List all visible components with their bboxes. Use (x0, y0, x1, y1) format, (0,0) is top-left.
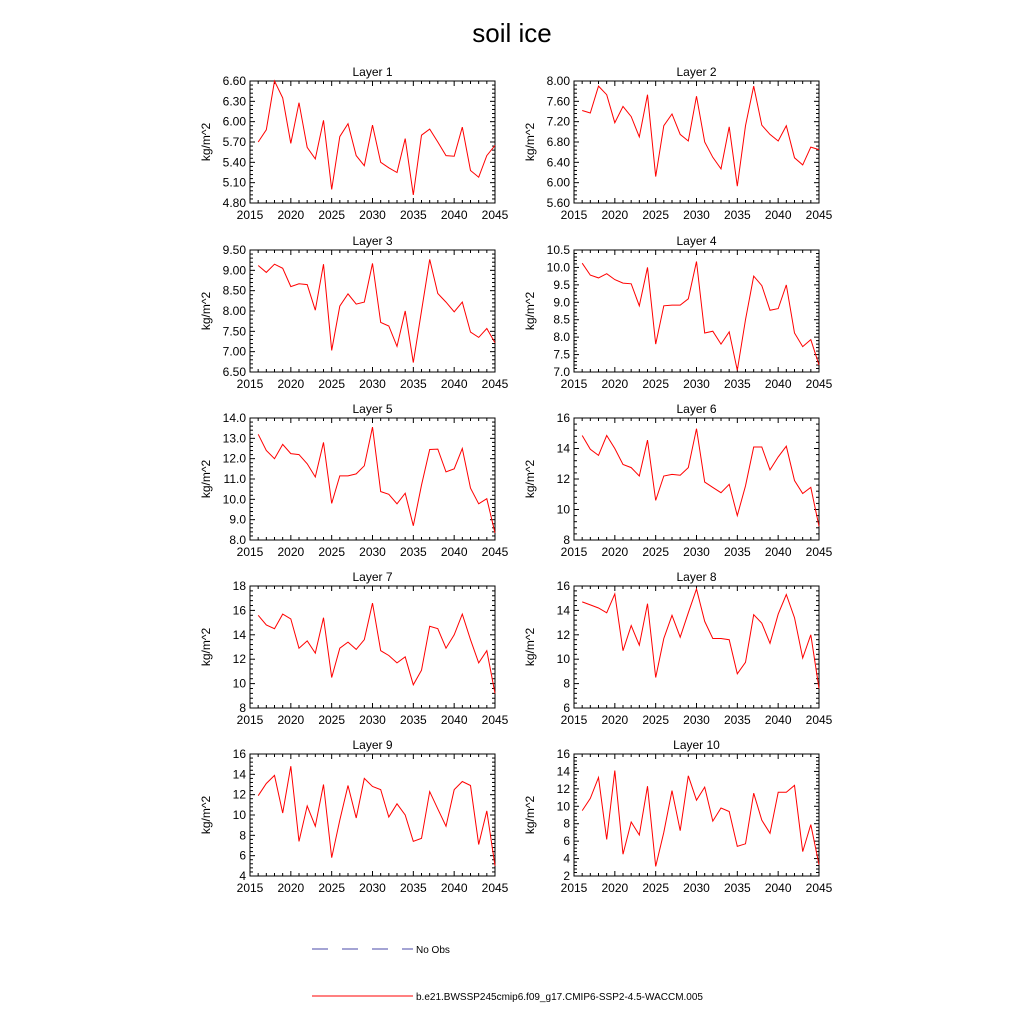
x-tick-label: 2025 (318, 545, 346, 559)
y-axis-label: kg/m^2 (523, 795, 537, 835)
x-tick-label: 2040 (440, 208, 468, 222)
x-tick-label: 2035 (399, 713, 427, 727)
x-tick-label: 2030 (683, 377, 710, 391)
panel-layer-10 (523, 738, 833, 895)
x-tick-label: 2040 (440, 545, 468, 559)
x-tick-label: 2045 (481, 545, 509, 559)
y-tick-label: 9.0 (553, 295, 570, 310)
x-tick-label: 2020 (277, 545, 305, 559)
panel-layer-1 (199, 65, 509, 222)
x-tick-label: 2020 (601, 545, 629, 559)
y-axis-label: kg/m^2 (199, 459, 213, 499)
panel-title: Layer 7 (352, 570, 393, 584)
panels-group (199, 65, 833, 895)
x-tick-label: 2040 (440, 881, 468, 895)
y-tick-label: 8 (563, 533, 570, 547)
y-tick-label: 6.30 (222, 94, 246, 109)
panel-layer-3 (199, 234, 509, 391)
x-tick-label: 2040 (440, 377, 468, 391)
y-axis-label: kg/m^2 (523, 459, 537, 499)
x-tick-label: 2030 (683, 881, 710, 895)
y-tick-label: 7.20 (546, 114, 570, 129)
y-tick-label: 8 (239, 701, 246, 715)
panel-frame (574, 250, 819, 372)
y-tick-label: 7.00 (222, 344, 246, 359)
x-tick-label: 2045 (805, 377, 833, 391)
series-line-layer-1 (258, 81, 495, 195)
x-tick-label: 2030 (683, 713, 710, 727)
y-tick-label: 14.0 (222, 411, 246, 425)
x-tick-label: 2020 (601, 208, 629, 222)
panel-layer-7 (199, 570, 509, 727)
panel-layer-6 (523, 402, 833, 559)
x-tick-label: 2035 (399, 881, 427, 895)
y-tick-label: 2 (563, 869, 570, 883)
y-tick-label: 7.5 (553, 347, 570, 362)
y-tick-label: 6 (563, 834, 570, 849)
y-tick-label: 12 (556, 781, 570, 796)
y-tick-label: 5.70 (222, 135, 246, 149)
series-line-layer-6 (582, 429, 819, 527)
y-tick-label: 16 (556, 579, 570, 593)
x-tick-label: 2040 (764, 377, 792, 391)
series-line-layer-5 (258, 427, 495, 533)
x-tick-label: 2020 (277, 377, 305, 391)
y-tick-label: 10 (556, 799, 570, 814)
y-tick-label: 16 (232, 747, 246, 761)
y-tick-label: 8.0 (553, 330, 570, 345)
y-tick-label: 18 (232, 579, 246, 593)
y-tick-label: 10.0 (546, 260, 570, 275)
x-tick-label: 2025 (318, 377, 346, 391)
y-tick-label: 9.5 (553, 277, 570, 292)
y-tick-label: 13.0 (222, 431, 246, 446)
y-tick-label: 6.50 (222, 365, 246, 379)
panel-title: Layer 2 (676, 65, 717, 79)
x-tick-label: 2035 (723, 208, 751, 222)
panel-layer-5 (199, 402, 509, 559)
y-tick-label: 6.60 (222, 74, 246, 88)
x-tick-label: 2025 (642, 713, 670, 727)
x-tick-label: 2030 (359, 713, 386, 727)
x-tick-label: 2045 (805, 713, 833, 727)
y-tick-label: 8.5 (553, 312, 570, 327)
x-tick-label: 2045 (805, 208, 833, 222)
y-tick-label: 4.80 (222, 196, 246, 210)
y-axis-label: kg/m^2 (199, 122, 213, 162)
y-tick-label: 10 (556, 652, 570, 667)
y-tick-label: 9.00 (222, 263, 246, 278)
x-tick-label: 2015 (560, 713, 588, 727)
x-tick-label: 2025 (318, 208, 346, 222)
y-tick-label: 12 (232, 652, 246, 667)
y-tick-label: 7.50 (222, 324, 246, 339)
x-tick-label: 2030 (359, 881, 386, 895)
y-tick-label: 10 (232, 676, 246, 691)
y-tick-label: 14 (556, 764, 570, 779)
x-tick-label: 2015 (236, 881, 264, 895)
x-tick-label: 2035 (399, 208, 427, 222)
y-tick-label: 14 (556, 441, 570, 456)
y-tick-label: 14 (232, 627, 246, 642)
x-tick-label: 2015 (236, 545, 264, 559)
y-tick-label: 8.50 (222, 283, 246, 298)
y-tick-label: 16 (232, 603, 246, 618)
x-tick-label: 2020 (601, 377, 629, 391)
x-tick-label: 2045 (481, 713, 509, 727)
x-tick-label: 2040 (764, 545, 792, 559)
x-tick-label: 2045 (805, 881, 833, 895)
y-tick-label: 6 (239, 848, 246, 863)
y-tick-label: 16 (556, 747, 570, 761)
x-tick-label: 2045 (481, 881, 509, 895)
y-tick-label: 7.0 (553, 365, 570, 379)
series-line-layer-2 (582, 86, 819, 186)
y-tick-label: 12 (556, 472, 570, 486)
y-tick-label: 12.0 (222, 451, 246, 466)
x-tick-label: 2020 (277, 881, 305, 895)
x-tick-label: 2020 (277, 208, 305, 222)
y-axis-label: kg/m^2 (199, 795, 213, 835)
legend (312, 945, 703, 1003)
y-tick-label: 11.0 (223, 472, 246, 486)
series-line-layer-8 (582, 589, 819, 689)
panel-layer-8 (523, 570, 833, 727)
y-tick-label: 9.0 (229, 512, 246, 527)
y-tick-label: 6.00 (222, 114, 246, 129)
panel-layer-9 (199, 738, 509, 895)
panel-title: Layer 1 (352, 65, 393, 79)
legend-model-label: b.e21.BWSSP245cmip6.f09_g17.CMIP6-SSP2-4.5-WACCM.005 (416, 992, 703, 1003)
x-tick-label: 2040 (764, 881, 792, 895)
y-tick-label: 10 (556, 502, 570, 517)
series-line-layer-10 (582, 771, 819, 867)
y-tick-label: 4 (563, 851, 570, 866)
series-line-layer-4 (582, 262, 819, 371)
y-tick-label: 16 (556, 411, 570, 425)
x-tick-label: 2030 (359, 545, 386, 559)
x-tick-label: 2020 (601, 713, 629, 727)
x-tick-label: 2015 (560, 545, 588, 559)
x-tick-label: 2015 (236, 208, 264, 222)
x-tick-label: 2025 (318, 713, 346, 727)
x-tick-label: 2030 (683, 208, 710, 222)
y-tick-label: 12 (232, 787, 246, 802)
x-tick-label: 2020 (277, 713, 305, 727)
figure-title: soil ice (472, 18, 552, 48)
panel-frame (574, 418, 819, 540)
panel-title: Layer 8 (676, 570, 717, 584)
y-tick-label: 8.00 (222, 304, 246, 318)
x-tick-label: 2015 (236, 713, 264, 727)
x-tick-label: 2025 (642, 377, 670, 391)
legend-obs-label: No Obs (416, 945, 450, 956)
y-axis-label: kg/m^2 (199, 627, 213, 667)
x-tick-label: 2030 (359, 208, 386, 222)
x-tick-label: 2020 (601, 881, 629, 895)
panel-title: Layer 10 (673, 738, 720, 752)
y-axis-label: kg/m^2 (523, 291, 537, 331)
x-tick-label: 2040 (764, 713, 792, 727)
panel-layer-2 (523, 65, 833, 222)
y-tick-label: 14 (232, 767, 246, 782)
y-tick-label: 5.10 (222, 175, 246, 190)
x-tick-label: 2040 (764, 208, 792, 222)
panel-frame (574, 81, 819, 203)
x-tick-label: 2045 (481, 208, 509, 222)
y-tick-label: 8 (563, 816, 570, 831)
series-line-layer-7 (258, 603, 495, 693)
x-tick-label: 2035 (399, 545, 427, 559)
y-tick-label: 6.80 (546, 135, 570, 149)
series-line-layer-3 (258, 259, 495, 362)
y-tick-label: 6.00 (546, 175, 570, 190)
x-tick-label: 2025 (642, 881, 670, 895)
x-tick-label: 2030 (359, 377, 386, 391)
y-tick-label: 5.40 (222, 155, 246, 170)
y-tick-label: 10.5 (546, 243, 570, 257)
series-line-layer-9 (258, 766, 495, 866)
x-tick-label: 2025 (318, 881, 346, 895)
x-tick-label: 2040 (440, 713, 468, 727)
y-tick-label: 12 (556, 627, 570, 642)
panel-frame (574, 754, 819, 876)
y-tick-label: 10 (232, 808, 246, 822)
x-tick-label: 2015 (560, 208, 588, 222)
x-tick-label: 2035 (723, 545, 751, 559)
x-tick-label: 2015 (560, 881, 588, 895)
panel-frame (250, 250, 495, 372)
y-tick-label: 6 (563, 701, 570, 715)
x-tick-label: 2015 (236, 377, 264, 391)
y-axis-label: kg/m^2 (523, 122, 537, 162)
y-axis-label: kg/m^2 (199, 291, 213, 331)
y-tick-label: 14 (556, 603, 570, 618)
x-tick-label: 2045 (481, 377, 509, 391)
y-tick-label: 4 (239, 869, 246, 883)
x-tick-label: 2045 (805, 545, 833, 559)
y-axis-label: kg/m^2 (523, 627, 537, 667)
x-tick-label: 2035 (723, 713, 751, 727)
x-tick-label: 2015 (560, 377, 588, 391)
y-tick-label: 7.60 (546, 94, 570, 109)
x-tick-label: 2030 (683, 545, 710, 559)
panel-title: Layer 5 (352, 402, 393, 416)
panel-title: Layer 6 (676, 402, 717, 416)
y-tick-label: 8.0 (229, 533, 246, 547)
y-tick-label: 9.50 (222, 243, 246, 257)
panel-frame (250, 418, 495, 540)
x-tick-label: 2025 (642, 545, 670, 559)
y-tick-label: 10.0 (222, 492, 246, 507)
y-tick-label: 5.60 (546, 196, 570, 210)
panel-title: Layer 9 (352, 738, 393, 752)
panel-layer-4 (523, 234, 833, 391)
y-tick-label: 6.40 (546, 155, 570, 170)
panel-frame (250, 754, 495, 876)
x-tick-label: 2025 (642, 208, 670, 222)
x-tick-label: 2035 (723, 377, 751, 391)
y-tick-label: 8.00 (546, 74, 570, 88)
panel-title: Layer 3 (352, 234, 393, 248)
y-tick-label: 8 (563, 676, 570, 691)
x-tick-label: 2035 (723, 881, 751, 895)
x-tick-label: 2035 (399, 377, 427, 391)
y-tick-label: 8 (239, 828, 246, 843)
panel-title: Layer 4 (676, 234, 717, 248)
